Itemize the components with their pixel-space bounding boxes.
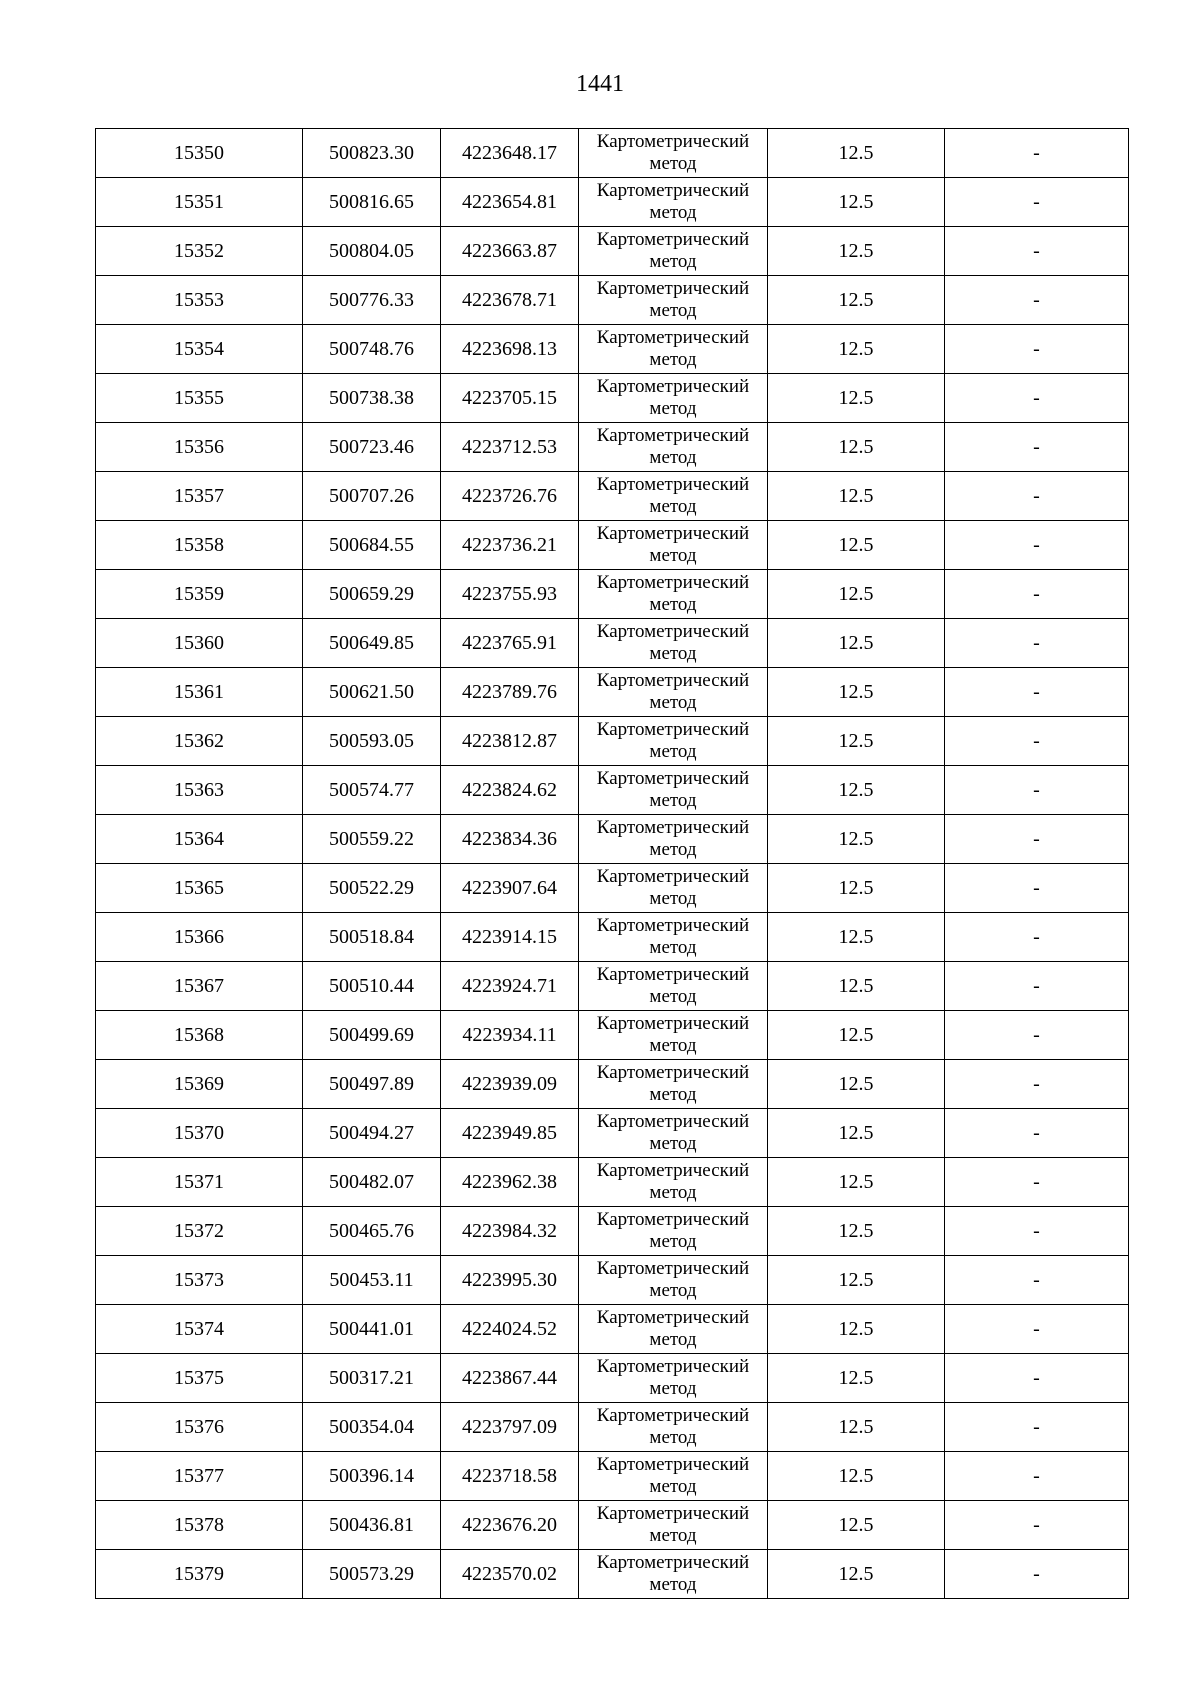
y-coordinate-cell: 4223789.76 — [441, 668, 579, 717]
method-line-1: Картометрический — [596, 1405, 750, 1426]
method-line-1: Картометрический — [596, 1013, 750, 1034]
y-coordinate-cell: 4223726.76 — [441, 472, 579, 521]
y-coordinate-cell: 4223678.71 — [441, 276, 579, 325]
accuracy-cell: 12.5 — [768, 619, 945, 668]
point-number-cell: 15365 — [96, 864, 303, 913]
method-cell — [579, 1501, 768, 1550]
method-cell — [579, 962, 768, 1011]
note-cell: - — [945, 962, 1129, 1011]
accuracy-cell: 12.5 — [768, 1550, 945, 1599]
method-line-1: Картометрический — [596, 327, 750, 348]
x-coordinate-cell: 500593.05 — [303, 717, 441, 766]
table-row — [96, 276, 1129, 325]
method-cell — [579, 276, 768, 325]
method-line-2: метод — [649, 398, 697, 419]
method-line-2: метод — [649, 153, 697, 174]
accuracy-cell: 12.5 — [768, 815, 945, 864]
method-line-2: метод — [649, 202, 697, 223]
note-cell: - — [945, 1207, 1129, 1256]
table-row — [96, 1354, 1129, 1403]
x-coordinate-cell: 500453.11 — [303, 1256, 441, 1305]
point-number-cell: 15363 — [96, 766, 303, 815]
method-line-1: Картометрический — [596, 1552, 750, 1573]
x-coordinate-cell: 500497.89 — [303, 1060, 441, 1109]
note-cell: - — [945, 570, 1129, 619]
method-line-1: Картометрический — [596, 866, 750, 887]
method-line-1: Картометрический — [596, 1111, 750, 1132]
note-cell: - — [945, 325, 1129, 374]
table-row — [96, 374, 1129, 423]
y-coordinate-cell: 4223924.71 — [441, 962, 579, 1011]
point-number-cell: 15359 — [96, 570, 303, 619]
point-number-cell: 15360 — [96, 619, 303, 668]
table-row — [96, 1305, 1129, 1354]
method-line-2: метод — [649, 300, 697, 321]
method-cell — [579, 1305, 768, 1354]
y-coordinate-cell: 4223797.09 — [441, 1403, 579, 1452]
x-coordinate-cell: 500494.27 — [303, 1109, 441, 1158]
table-row — [96, 619, 1129, 668]
accuracy-cell: 12.5 — [768, 1354, 945, 1403]
method-line-2: метод — [649, 1476, 697, 1497]
y-coordinate-cell: 4223648.17 — [441, 129, 579, 178]
table-row — [96, 1158, 1129, 1207]
table-row — [96, 570, 1129, 619]
y-coordinate-cell: 4223736.21 — [441, 521, 579, 570]
method-cell — [579, 1256, 768, 1305]
table-row — [96, 129, 1129, 178]
method-cell — [579, 570, 768, 619]
method-line-2: метод — [649, 839, 697, 860]
table-row — [96, 1403, 1129, 1452]
method-cell — [579, 717, 768, 766]
method-line-1: Картометрический — [596, 229, 750, 250]
method-line-1: Картометрический — [596, 131, 750, 152]
method-line-1: Картометрический — [596, 1209, 750, 1230]
method-cell — [579, 1550, 768, 1599]
coordinates-table-body — [96, 129, 1129, 1599]
method-cell — [579, 129, 768, 178]
method-cell — [579, 178, 768, 227]
method-cell — [579, 521, 768, 570]
method-line-1: Картометрический — [596, 572, 750, 593]
method-line-1: Картометрический — [596, 474, 750, 495]
point-number-cell: 15370 — [96, 1109, 303, 1158]
table-row — [96, 1207, 1129, 1256]
method-line-2: метод — [649, 741, 697, 762]
point-number-cell: 15369 — [96, 1060, 303, 1109]
x-coordinate-cell: 500804.05 — [303, 227, 441, 276]
y-coordinate-cell: 4223705.15 — [441, 374, 579, 423]
table-row — [96, 521, 1129, 570]
accuracy-cell: 12.5 — [768, 1305, 945, 1354]
point-number-cell: 15364 — [96, 815, 303, 864]
accuracy-cell: 12.5 — [768, 1207, 945, 1256]
note-cell: - — [945, 374, 1129, 423]
note-cell: - — [945, 521, 1129, 570]
accuracy-cell: 12.5 — [768, 717, 945, 766]
method-cell — [579, 227, 768, 276]
x-coordinate-cell: 500574.77 — [303, 766, 441, 815]
note-cell: - — [945, 227, 1129, 276]
point-number-cell: 15368 — [96, 1011, 303, 1060]
x-coordinate-cell: 500823.30 — [303, 129, 441, 178]
method-line-2: метод — [649, 888, 697, 909]
method-line-2: метод — [649, 1574, 697, 1595]
page-number: 1441 — [576, 71, 624, 97]
note-cell: - — [945, 619, 1129, 668]
method-cell — [579, 913, 768, 962]
x-coordinate-cell: 500684.55 — [303, 521, 441, 570]
method-line-2: метод — [649, 1280, 697, 1301]
y-coordinate-cell: 4223712.53 — [441, 423, 579, 472]
note-cell: - — [945, 129, 1129, 178]
table-row — [96, 766, 1129, 815]
point-number-cell: 15371 — [96, 1158, 303, 1207]
point-number-cell: 15367 — [96, 962, 303, 1011]
accuracy-cell: 12.5 — [768, 766, 945, 815]
note-cell: - — [945, 1403, 1129, 1452]
x-coordinate-cell: 500441.01 — [303, 1305, 441, 1354]
accuracy-cell: 12.5 — [768, 521, 945, 570]
method-line-1: Картометрический — [596, 1356, 750, 1377]
point-number-cell: 15377 — [96, 1452, 303, 1501]
y-coordinate-cell: 4223824.62 — [441, 766, 579, 815]
y-coordinate-cell: 4223962.38 — [441, 1158, 579, 1207]
method-line-1: Картометрический — [596, 1307, 750, 1328]
note-cell: - — [945, 1011, 1129, 1060]
coordinates-table — [95, 128, 1129, 1599]
note-cell: - — [945, 472, 1129, 521]
y-coordinate-cell: 4223934.11 — [441, 1011, 579, 1060]
method-line-1: Картометрический — [596, 1062, 750, 1083]
note-cell: - — [945, 1501, 1129, 1550]
table-row — [96, 962, 1129, 1011]
method-line-2: метод — [649, 692, 697, 713]
note-cell: - — [945, 276, 1129, 325]
point-number-cell: 15354 — [96, 325, 303, 374]
point-number-cell: 15374 — [96, 1305, 303, 1354]
y-coordinate-cell: 4223698.13 — [441, 325, 579, 374]
table-row — [96, 668, 1129, 717]
x-coordinate-cell: 500621.50 — [303, 668, 441, 717]
method-cell — [579, 1452, 768, 1501]
method-cell — [579, 815, 768, 864]
method-line-1: Картометрический — [596, 376, 750, 397]
note-cell: - — [945, 766, 1129, 815]
method-cell — [579, 1354, 768, 1403]
y-coordinate-cell: 4223812.87 — [441, 717, 579, 766]
y-coordinate-cell: 4223907.64 — [441, 864, 579, 913]
x-coordinate-cell: 500707.26 — [303, 472, 441, 521]
note-cell: - — [945, 1305, 1129, 1354]
method-line-2: метод — [649, 447, 697, 468]
y-coordinate-cell: 4223949.85 — [441, 1109, 579, 1158]
method-line-2: метод — [649, 594, 697, 615]
y-coordinate-cell: 4223984.32 — [441, 1207, 579, 1256]
y-coordinate-cell: 4223914.15 — [441, 913, 579, 962]
note-cell: - — [945, 423, 1129, 472]
y-coordinate-cell: 4223834.36 — [441, 815, 579, 864]
point-number-cell: 15378 — [96, 1501, 303, 1550]
method-line-1: Картометрический — [596, 1258, 750, 1279]
x-coordinate-cell: 500738.38 — [303, 374, 441, 423]
method-line-2: метод — [649, 1231, 697, 1252]
table-row — [96, 717, 1129, 766]
method-line-1: Картометрический — [596, 964, 750, 985]
method-cell — [579, 668, 768, 717]
method-line-1: Картометрический — [596, 180, 750, 201]
x-coordinate-cell: 500573.29 — [303, 1550, 441, 1599]
accuracy-cell: 12.5 — [768, 325, 945, 374]
method-line-2: метод — [649, 1035, 697, 1056]
accuracy-cell: 12.5 — [768, 1158, 945, 1207]
table-row — [96, 1060, 1129, 1109]
method-line-1: Картометрический — [596, 278, 750, 299]
point-number-cell: 15351 — [96, 178, 303, 227]
method-cell — [579, 766, 768, 815]
x-coordinate-cell: 500649.85 — [303, 619, 441, 668]
x-coordinate-cell: 500659.29 — [303, 570, 441, 619]
method-line-1: Картометрический — [596, 621, 750, 642]
table-row — [96, 1256, 1129, 1305]
table-row — [96, 815, 1129, 864]
accuracy-cell: 12.5 — [768, 129, 945, 178]
x-coordinate-cell: 500436.81 — [303, 1501, 441, 1550]
note-cell: - — [945, 717, 1129, 766]
note-cell: - — [945, 815, 1129, 864]
x-coordinate-cell: 500465.76 — [303, 1207, 441, 1256]
method-line-1: Картометрический — [596, 768, 750, 789]
method-line-1: Картометрический — [596, 1454, 750, 1475]
table-row — [96, 1452, 1129, 1501]
point-number-cell: 15358 — [96, 521, 303, 570]
table-row — [96, 325, 1129, 374]
point-number-cell: 15373 — [96, 1256, 303, 1305]
y-coordinate-cell: 4223718.58 — [441, 1452, 579, 1501]
x-coordinate-cell: 500723.46 — [303, 423, 441, 472]
table-row — [96, 227, 1129, 276]
method-cell — [579, 374, 768, 423]
table-row — [96, 472, 1129, 521]
method-cell — [579, 1158, 768, 1207]
accuracy-cell: 12.5 — [768, 276, 945, 325]
point-number-cell: 15356 — [96, 423, 303, 472]
table-row — [96, 1550, 1129, 1599]
note-cell: - — [945, 1060, 1129, 1109]
table-row — [96, 1011, 1129, 1060]
note-cell: - — [945, 1354, 1129, 1403]
y-coordinate-cell: 4223867.44 — [441, 1354, 579, 1403]
y-coordinate-cell: 4223676.20 — [441, 1501, 579, 1550]
accuracy-cell: 12.5 — [768, 423, 945, 472]
method-line-2: метод — [649, 1182, 697, 1203]
accuracy-cell: 12.5 — [768, 1256, 945, 1305]
x-coordinate-cell: 500559.22 — [303, 815, 441, 864]
method-cell — [579, 1207, 768, 1256]
method-line-2: метод — [649, 1525, 697, 1546]
method-cell — [579, 1403, 768, 1452]
method-line-2: метод — [649, 1133, 697, 1154]
method-cell — [579, 619, 768, 668]
method-line-2: метод — [649, 1329, 697, 1350]
method-line-1: Картометрический — [596, 425, 750, 446]
method-line-1: Картометрический — [596, 719, 750, 740]
accuracy-cell: 12.5 — [768, 1060, 945, 1109]
method-line-1: Картометрический — [596, 670, 750, 691]
method-line-1: Картометрический — [596, 915, 750, 936]
note-cell: - — [945, 1109, 1129, 1158]
method-cell — [579, 1011, 768, 1060]
point-number-cell: 15361 — [96, 668, 303, 717]
accuracy-cell: 12.5 — [768, 1011, 945, 1060]
y-coordinate-cell: 4223939.09 — [441, 1060, 579, 1109]
method-cell — [579, 1109, 768, 1158]
table-row — [96, 1109, 1129, 1158]
x-coordinate-cell: 500522.29 — [303, 864, 441, 913]
y-coordinate-cell: 4223995.30 — [441, 1256, 579, 1305]
method-line-2: метод — [649, 496, 697, 517]
x-coordinate-cell: 500748.76 — [303, 325, 441, 374]
accuracy-cell: 12.5 — [768, 864, 945, 913]
accuracy-cell: 12.5 — [768, 178, 945, 227]
table-row — [96, 864, 1129, 913]
method-cell — [579, 325, 768, 374]
y-coordinate-cell: 4224024.52 — [441, 1305, 579, 1354]
table-row — [96, 1501, 1129, 1550]
table-row — [96, 178, 1129, 227]
accuracy-cell: 12.5 — [768, 913, 945, 962]
point-number-cell: 15352 — [96, 227, 303, 276]
point-number-cell: 15350 — [96, 129, 303, 178]
y-coordinate-cell: 4223663.87 — [441, 227, 579, 276]
note-cell: - — [945, 1256, 1129, 1305]
x-coordinate-cell: 500482.07 — [303, 1158, 441, 1207]
note-cell: - — [945, 864, 1129, 913]
note-cell: - — [945, 178, 1129, 227]
method-line-1: Картометрический — [596, 817, 750, 838]
method-line-2: метод — [649, 545, 697, 566]
x-coordinate-cell: 500317.21 — [303, 1354, 441, 1403]
method-cell — [579, 472, 768, 521]
note-cell: - — [945, 1452, 1129, 1501]
x-coordinate-cell: 500396.14 — [303, 1452, 441, 1501]
accuracy-cell: 12.5 — [768, 1403, 945, 1452]
method-line-2: метод — [649, 251, 697, 272]
accuracy-cell: 12.5 — [768, 1501, 945, 1550]
y-coordinate-cell: 4223765.91 — [441, 619, 579, 668]
x-coordinate-cell: 500518.84 — [303, 913, 441, 962]
point-number-cell: 15379 — [96, 1550, 303, 1599]
point-number-cell: 15353 — [96, 276, 303, 325]
point-number-cell: 15355 — [96, 374, 303, 423]
method-line-2: метод — [649, 349, 697, 370]
method-line-2: метод — [649, 1378, 697, 1399]
method-line-1: Картометрический — [596, 523, 750, 544]
accuracy-cell: 12.5 — [768, 962, 945, 1011]
method-cell — [579, 864, 768, 913]
point-number-cell: 15372 — [96, 1207, 303, 1256]
accuracy-cell: 12.5 — [768, 1452, 945, 1501]
y-coordinate-cell: 4223755.93 — [441, 570, 579, 619]
y-coordinate-cell: 4223654.81 — [441, 178, 579, 227]
point-number-cell: 15376 — [96, 1403, 303, 1452]
accuracy-cell: 12.5 — [768, 374, 945, 423]
x-coordinate-cell: 500776.33 — [303, 276, 441, 325]
accuracy-cell: 12.5 — [768, 668, 945, 717]
x-coordinate-cell: 500354.04 — [303, 1403, 441, 1452]
method-line-2: метод — [649, 1084, 697, 1105]
method-line-2: метод — [649, 986, 697, 1007]
method-line-1: Картометрический — [596, 1503, 750, 1524]
method-line-2: метод — [649, 790, 697, 811]
y-coordinate-cell: 4223570.02 — [441, 1550, 579, 1599]
note-cell: - — [945, 913, 1129, 962]
accuracy-cell: 12.5 — [768, 472, 945, 521]
method-line-2: метод — [649, 937, 697, 958]
point-number-cell: 15362 — [96, 717, 303, 766]
method-line-2: метод — [649, 643, 697, 664]
x-coordinate-cell: 500499.69 — [303, 1011, 441, 1060]
method-line-2: метод — [649, 1427, 697, 1448]
method-line-1: Картометрический — [596, 1160, 750, 1181]
method-cell — [579, 423, 768, 472]
accuracy-cell: 12.5 — [768, 227, 945, 276]
accuracy-cell: 12.5 — [768, 1109, 945, 1158]
point-number-cell: 15357 — [96, 472, 303, 521]
method-cell — [579, 1060, 768, 1109]
note-cell: - — [945, 1550, 1129, 1599]
note-cell: - — [945, 668, 1129, 717]
point-number-cell: 15375 — [96, 1354, 303, 1403]
accuracy-cell: 12.5 — [768, 570, 945, 619]
x-coordinate-cell: 500510.44 — [303, 962, 441, 1011]
note-cell: - — [945, 1158, 1129, 1207]
table-row — [96, 423, 1129, 472]
point-number-cell: 15366 — [96, 913, 303, 962]
table-row — [96, 913, 1129, 962]
x-coordinate-cell: 500816.65 — [303, 178, 441, 227]
